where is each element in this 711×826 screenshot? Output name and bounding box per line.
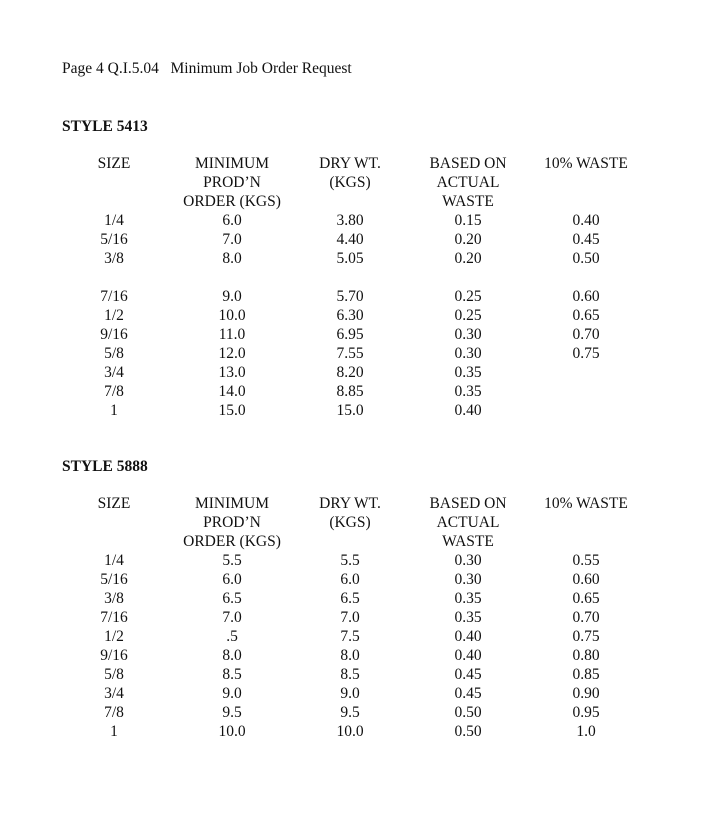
actual-waste-cell: 0.45 (454, 666, 482, 683)
table-row (0, 646, 711, 665)
dry-weight-cell: 7.5 (340, 628, 360, 645)
min-order-cell: 9.0 (222, 288, 242, 305)
min-order-cell: 9.0 (222, 685, 242, 702)
size-cell: 1 (110, 402, 118, 419)
column-header: MINIMUM (194, 155, 270, 172)
actual-waste-cell: 0.25 (454, 307, 482, 324)
size-cell: 5/8 (104, 345, 124, 362)
ten-percent-waste-cell: 0.70 (572, 326, 600, 343)
table-row (0, 249, 711, 268)
size-cell: 3/8 (104, 590, 124, 607)
actual-waste-cell: 0.35 (454, 383, 482, 400)
column-header: BASED ON (429, 495, 507, 512)
size-cell: 1 (110, 723, 118, 740)
dry-weight-cell: 6.95 (336, 326, 364, 343)
ten-percent-waste-cell: 0.50 (572, 250, 600, 267)
min-order-cell: 14.0 (218, 383, 246, 400)
ten-percent-waste-cell: 0.75 (572, 345, 600, 362)
column-header: ACTUAL (436, 514, 500, 531)
actual-waste-cell: 0.30 (454, 571, 482, 588)
column-header: PROD’N (203, 174, 261, 191)
column-header: DRY WT. (319, 155, 381, 172)
actual-waste-cell: 0.30 (454, 552, 482, 569)
dry-weight-cell: 4.40 (336, 231, 364, 248)
actual-waste-cell: 0.50 (454, 723, 482, 740)
ten-percent-waste-cell: 1.0 (576, 723, 596, 740)
ten-percent-waste-cell: 0.75 (572, 628, 600, 645)
table-row (0, 401, 711, 420)
table-row (0, 589, 711, 608)
ten-percent-waste-cell: 0.40 (572, 212, 600, 229)
min-order-cell: 11.0 (218, 326, 246, 343)
size-cell: 7/8 (104, 704, 124, 721)
table-row (0, 363, 711, 382)
column-header: SIZE (97, 495, 131, 512)
actual-waste-cell: 0.40 (454, 402, 482, 419)
style-table (0, 494, 711, 741)
table-row (0, 570, 711, 589)
actual-waste-cell: 0.50 (454, 704, 482, 721)
dry-weight-cell: 10.0 (336, 723, 364, 740)
page-header: Page 4 Q.I.5.04 Minimum Job Order Request (62, 60, 352, 77)
ten-percent-waste-cell: 0.45 (572, 231, 600, 248)
column-header: 10% WASTE (544, 495, 628, 512)
size-cell: 1/2 (104, 628, 124, 645)
table-header-row (0, 192, 711, 211)
min-order-cell: 6.0 (222, 212, 242, 229)
actual-waste-cell: 0.20 (454, 231, 482, 248)
table-header-row (0, 513, 711, 532)
size-cell: 7/16 (100, 288, 128, 305)
table-header-row (0, 494, 711, 513)
size-cell: 3/4 (104, 364, 124, 381)
min-order-cell: 8.5 (222, 666, 242, 683)
actual-waste-cell: 0.25 (454, 288, 482, 305)
actual-waste-cell: 0.45 (454, 685, 482, 702)
dry-weight-cell: 8.20 (336, 364, 364, 381)
column-header: ORDER (KGS) (183, 193, 281, 210)
dry-weight-cell: 5.70 (336, 288, 364, 305)
table-row (0, 608, 711, 627)
ten-percent-waste-cell: 0.85 (572, 666, 600, 683)
actual-waste-cell: 0.30 (454, 345, 482, 362)
ten-percent-waste-cell: 0.60 (572, 288, 600, 305)
min-order-cell: 10.0 (218, 723, 246, 740)
dry-weight-cell: 6.5 (340, 590, 360, 607)
table-row (0, 230, 711, 249)
dry-weight-cell: 8.85 (336, 383, 364, 400)
table-row (0, 287, 711, 306)
dry-weight-cell: 15.0 (336, 402, 364, 419)
dry-weight-cell: 8.5 (340, 666, 360, 683)
ten-percent-waste-cell: 0.80 (572, 647, 600, 664)
dry-weight-cell: 7.0 (340, 609, 360, 626)
dry-weight-cell: 6.30 (336, 307, 364, 324)
min-order-cell: 8.0 (222, 647, 242, 664)
column-header: ORDER (KGS) (183, 533, 281, 550)
size-cell: 1/4 (104, 552, 124, 569)
table-row (0, 665, 711, 684)
ten-percent-waste-cell: 0.90 (572, 685, 600, 702)
dry-weight-cell: 6.0 (340, 571, 360, 588)
ten-percent-waste-cell: 0.55 (572, 552, 600, 569)
table-row (0, 684, 711, 703)
table-row (0, 306, 711, 325)
table-row (0, 382, 711, 401)
actual-waste-cell: 0.40 (454, 647, 482, 664)
column-header: SIZE (97, 155, 131, 172)
table-row (0, 344, 711, 363)
ten-percent-waste-cell: 0.70 (572, 609, 600, 626)
actual-waste-cell: 0.40 (454, 628, 482, 645)
table-row (0, 722, 711, 741)
min-order-cell: 7.0 (222, 231, 242, 248)
size-cell: 3/8 (104, 250, 124, 267)
table-row (0, 211, 711, 230)
min-order-cell: 8.0 (222, 250, 242, 267)
size-cell: 5/16 (100, 231, 128, 248)
ten-percent-waste-cell: 0.65 (572, 590, 600, 607)
actual-waste-cell: 0.15 (454, 212, 482, 229)
actual-waste-cell: 0.30 (454, 326, 482, 343)
size-cell: 9/16 (100, 326, 128, 343)
min-order-cell: 10.0 (218, 307, 246, 324)
min-order-cell: 5.5 (222, 552, 242, 569)
table-row (0, 325, 711, 344)
size-cell: 7/8 (104, 383, 124, 400)
column-header: (KGS) (329, 174, 371, 191)
style-title: STYLE 5413 (62, 118, 148, 135)
column-header: PROD’N (203, 514, 261, 531)
dry-weight-cell: 5.5 (340, 552, 360, 569)
style-title: STYLE 5888 (62, 458, 148, 475)
dry-weight-cell: 3.80 (336, 212, 364, 229)
ten-percent-waste-cell: 0.60 (572, 571, 600, 588)
size-cell: 5/8 (104, 666, 124, 683)
dry-weight-cell: 5.05 (336, 250, 364, 267)
actual-waste-cell: 0.20 (454, 250, 482, 267)
size-cell: 9/16 (100, 647, 128, 664)
column-header: (KGS) (329, 514, 371, 531)
table-header-row (0, 173, 711, 192)
actual-waste-cell: 0.35 (454, 609, 482, 626)
min-order-cell: 7.0 (222, 609, 242, 626)
column-header: ACTUAL (436, 174, 500, 191)
table-header-row (0, 154, 711, 173)
column-header: DRY WT. (319, 495, 381, 512)
min-order-cell: 6.5 (222, 590, 242, 607)
ten-percent-waste-cell: 0.65 (572, 307, 600, 324)
dry-weight-cell: 9.0 (340, 685, 360, 702)
size-cell: 7/16 (100, 609, 128, 626)
size-cell: 5/16 (100, 571, 128, 588)
row-spacer (0, 268, 711, 287)
ten-percent-waste-cell: 0.95 (572, 704, 600, 721)
dry-weight-cell: 8.0 (340, 647, 360, 664)
size-cell: 1/4 (104, 212, 124, 229)
style-table (0, 154, 711, 420)
size-cell: 3/4 (104, 685, 124, 702)
table-row (0, 551, 711, 570)
column-header: BASED ON (429, 155, 507, 172)
dry-weight-cell: 9.5 (340, 704, 360, 721)
dry-weight-cell: 7.55 (336, 345, 364, 362)
min-order-cell: 15.0 (218, 402, 246, 419)
column-header: WASTE (442, 533, 494, 550)
table-row (0, 627, 711, 646)
table-header-row (0, 532, 711, 551)
column-header: WASTE (442, 193, 494, 210)
column-header: 10% WASTE (544, 155, 628, 172)
table-row (0, 703, 711, 722)
min-order-cell: 13.0 (218, 364, 246, 381)
min-order-cell: 12.0 (218, 345, 246, 362)
actual-waste-cell: 0.35 (454, 364, 482, 381)
actual-waste-cell: 0.35 (454, 590, 482, 607)
min-order-cell: 6.0 (222, 571, 242, 588)
column-header: MINIMUM (194, 495, 270, 512)
min-order-cell: 9.5 (222, 704, 242, 721)
min-order-cell: .5 (226, 628, 238, 645)
size-cell: 1/2 (104, 307, 124, 324)
